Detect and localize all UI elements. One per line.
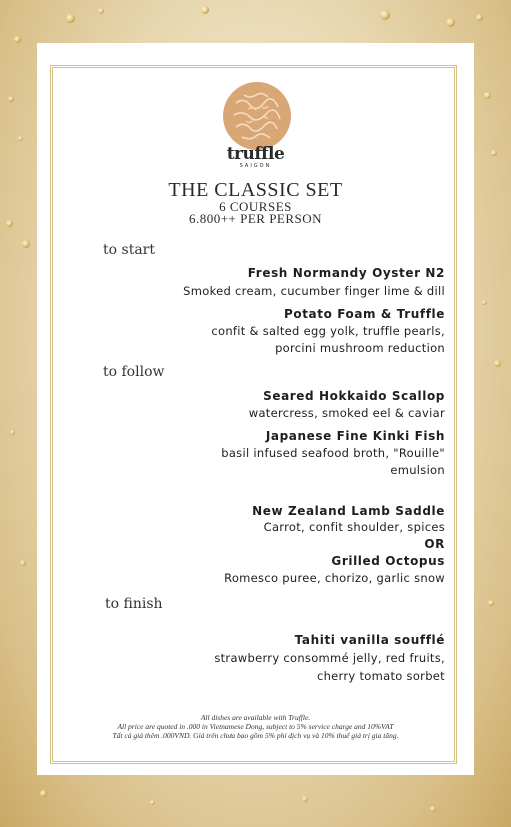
bubble <box>6 220 13 227</box>
dish-desc-souffle-2: cherry tomato sorbet <box>316 669 445 683</box>
bubble <box>98 8 104 14</box>
course-count: 6 COURSES <box>219 199 292 214</box>
or-label: OR <box>424 537 445 551</box>
bubble <box>488 600 494 606</box>
footer-note-truffle: All dishes are available with Truffle. <box>200 713 311 722</box>
dish-name-scallop: Seared Hokkaido Scallop <box>263 389 445 403</box>
brand-name: truffle <box>226 144 285 164</box>
dish-desc-oyster: Smoked cream, cucumber finger lime & dill <box>183 284 445 298</box>
bubble <box>484 92 491 99</box>
bubble <box>150 800 155 805</box>
dish-desc-potato-1: confit & salted egg yolk, truffle pearls, <box>211 324 445 338</box>
set-price: 6.800++ PER PERSON <box>188 211 323 226</box>
dish-name-souffle: Tahiti vanilla soufflé <box>294 633 445 647</box>
bubble <box>40 790 47 797</box>
dish-name-kinki: Japanese Fine Kinki Fish <box>265 429 445 443</box>
set-title: THE CLASSIC SET <box>168 179 343 201</box>
bubble <box>494 360 501 367</box>
dish-desc-kinki-2: emulsion <box>390 463 445 477</box>
bubble <box>302 796 308 802</box>
bubble <box>20 560 26 566</box>
bubble <box>380 10 390 20</box>
bubble <box>201 6 209 14</box>
bubble <box>22 240 30 248</box>
bubble <box>430 806 436 812</box>
footer-note-vietnamese: Tất cả giá thêm .000VND. Giá trên chưa bao gồm 5% phí dịch vụ và 10% thuế giá trị gia tăng. <box>112 731 399 740</box>
bubble <box>10 430 15 435</box>
dish-desc-potato-2: porcini mushroom reduction <box>275 341 445 355</box>
bubble <box>482 300 487 305</box>
dish-name-lamb: New Zealand Lamb Saddle <box>252 504 445 518</box>
dish-name-potato: Potato Foam & Truffle <box>283 307 445 321</box>
dish-desc-octopus: Romesco puree, chorizo, garlic snow <box>224 571 445 585</box>
brand-subtitle: SAIGON <box>239 163 272 169</box>
section-to-start: to start <box>103 242 155 258</box>
bubble <box>8 96 14 102</box>
dish-desc-scallop: watercress, smoked eel & caviar <box>248 406 445 420</box>
footer-note-price: All price are quoted in .000 in Vietnamese Dong, subject to 5% service charge and 10%VAT <box>117 722 394 731</box>
bubble <box>14 36 21 43</box>
dish-name-oyster: Fresh Normandy Oyster N2 <box>247 266 445 280</box>
dish-desc-lamb: Carrot, confit shoulder, spices <box>263 520 445 534</box>
dish-desc-souffle-1: strawberry consommé jelly, red fruits, <box>214 651 445 665</box>
bubble <box>446 18 455 27</box>
bubble <box>476 14 483 21</box>
menu-card <box>37 43 474 775</box>
bubble <box>491 150 497 156</box>
section-to-finish: to finish <box>105 596 163 612</box>
dish-name-octopus: Grilled Octopus <box>331 554 445 568</box>
truffle-logo-icon <box>222 81 292 151</box>
bubble <box>66 14 75 23</box>
dish-desc-kinki-1: basil infused seafood broth, "Rouille" <box>221 446 445 460</box>
bubble <box>18 136 23 141</box>
section-to-follow: to follow <box>103 364 165 380</box>
